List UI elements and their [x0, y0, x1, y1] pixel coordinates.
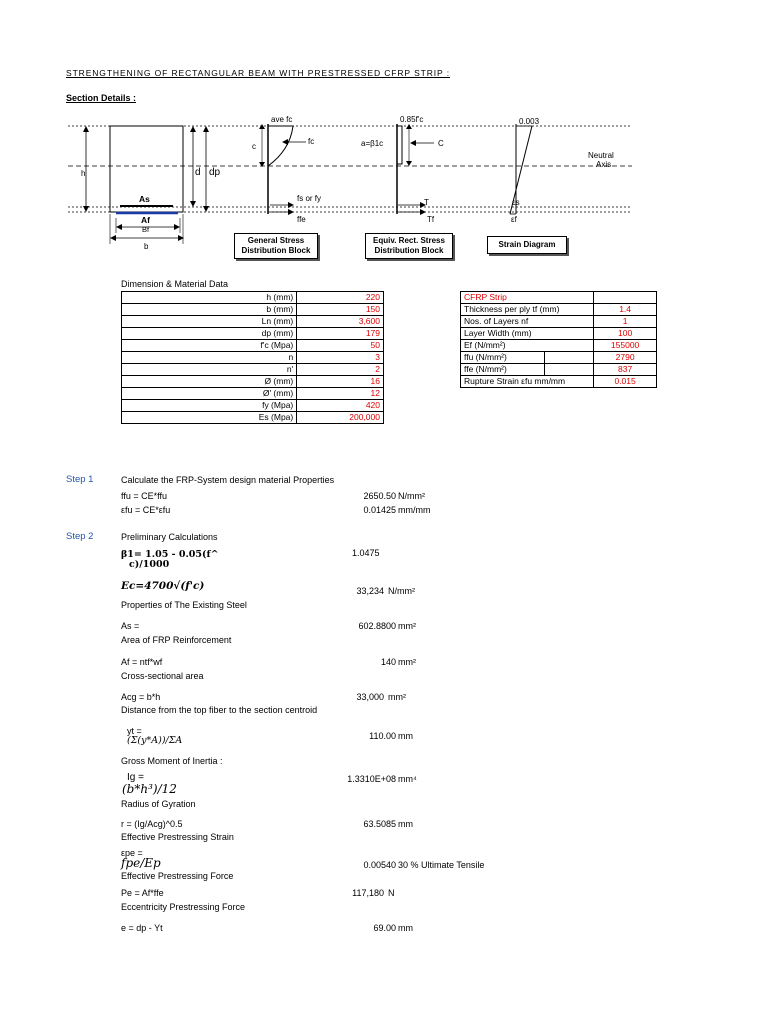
cfrp-row: [461, 328, 657, 340]
acg-unit: mm²: [388, 692, 406, 702]
dimension-table: [121, 291, 384, 424]
cfrp-value[interactable]: 100: [594, 328, 657, 340]
cfrp-value[interactable]: 1.4: [594, 304, 657, 316]
dim-value[interactable]: 3: [297, 352, 384, 364]
axis-label: Axis: [596, 160, 612, 169]
cfrp-label: Nos. of Layers nf: [461, 316, 594, 328]
as-label: As: [139, 194, 150, 204]
ec-value: 33,234: [356, 586, 384, 596]
cfrp-header-empty: [594, 292, 657, 304]
r-unit: mm: [398, 819, 413, 829]
ave-fc-label: ave fc: [271, 115, 293, 124]
cfrp-table: [460, 291, 657, 388]
cfrp-value[interactable]: 1: [594, 316, 657, 328]
dim-label: Ø' (mm): [122, 388, 297, 400]
yt-formula-line2: (Σ(y*A))/ΣA: [127, 735, 183, 746]
dim-label: dp (mm): [122, 328, 297, 340]
dim-row: [122, 364, 384, 376]
beta-formula-line2: c)/1000: [129, 559, 170, 570]
as-formula: As =: [121, 621, 140, 631]
dim-label: h (mm): [122, 292, 297, 304]
dim-value[interactable]: 3,600: [297, 316, 384, 328]
dp-dim-label: dp: [209, 167, 221, 178]
dim-label: Ø (mm): [122, 376, 297, 388]
ef-label: εf: [511, 215, 517, 224]
efu-value: 0.01425: [363, 505, 396, 515]
step2-desc: Preliminary Calculations: [121, 532, 218, 542]
t-label: T: [424, 198, 429, 207]
dim-value[interactable]: 220: [297, 292, 384, 304]
ecc-header: Eccentricity Prestressing Force: [121, 902, 246, 912]
dim-value[interactable]: 12: [297, 388, 384, 400]
yt-formula-line1: yt =: [127, 726, 142, 736]
page-title: STRENGTHENING OF RECTANGULAR BEAM WITH PRESTRESSED CFRP STRIP :: [66, 68, 450, 78]
ffu-unit: N/mm²: [398, 491, 425, 501]
equiv-rect-line2: Distribution Block: [374, 246, 444, 255]
strain-diagram-box: [487, 236, 567, 254]
dim-value[interactable]: 2: [297, 364, 384, 376]
cfrp-label: Rupture Strain εfu mm/mm: [461, 376, 594, 388]
pe-value: 117,180: [352, 888, 384, 898]
cfrp-row: [461, 352, 657, 364]
yt-value: 110.00: [369, 731, 396, 741]
ffu-formula: ffu = CE*ffu: [121, 491, 167, 501]
r-formula: r = (Ig/Acg)^0.5: [121, 819, 183, 829]
eps-header: Effective Prestressing Strain: [121, 832, 234, 842]
cfrp-value[interactable]: 837: [594, 364, 657, 376]
cfrp-row: [461, 364, 657, 376]
step2-label: Step 2: [66, 531, 94, 542]
general-stress-box: [234, 233, 318, 259]
cfrp-value[interactable]: 155000: [594, 340, 657, 352]
ig-formula-line1: Ig =: [127, 772, 144, 783]
c-force-label: C: [438, 139, 444, 148]
cfrp-row: [461, 340, 657, 352]
eps-note: 30 % Ultimate Tensile: [398, 860, 485, 870]
pe-header: Effective Prestressing Force: [121, 871, 234, 881]
dim-label: Es (Mpa): [122, 412, 297, 424]
ig-header: Gross Moment of Inertia :: [121, 756, 223, 766]
c-label: c: [252, 142, 256, 151]
cfrp-empty-cell: [544, 364, 594, 376]
strain-top-label: 0.003: [519, 117, 540, 126]
ig-unit: mm⁴: [398, 774, 417, 784]
dim-row: [122, 376, 384, 388]
dim-label: n': [122, 364, 297, 376]
dim-row: [122, 412, 384, 424]
dim-row: [122, 340, 384, 352]
cfrp-value[interactable]: 0.015: [594, 376, 657, 388]
a-beta-label: a=β1c: [361, 139, 384, 148]
cfrp-label: Ef (N/mm²): [461, 340, 594, 352]
e-formula: e = dp - Yt: [121, 923, 163, 933]
cfrp-label: ffu (N/mm²): [461, 352, 545, 364]
dim-label: fy (Mpa): [122, 400, 297, 412]
dim-table-title: Dimension & Material Data: [121, 279, 229, 289]
efu-unit: mm/mm: [398, 505, 431, 515]
dim-value[interactable]: 420: [297, 400, 384, 412]
cfrp-value[interactable]: 2790: [594, 352, 657, 364]
steel-header: Properties of The Existing Steel: [121, 600, 247, 610]
dim-row: [122, 400, 384, 412]
acg-value: 33,000: [356, 692, 384, 702]
ig-value: 1.3310E+08: [347, 774, 396, 784]
neutral-label: Neutral: [588, 151, 614, 160]
pe-formula: Pe = Af*ffe: [121, 888, 164, 898]
dim-row: [122, 304, 384, 316]
dim-label: Ln (mm): [122, 316, 297, 328]
ec-unit: N/mm²: [388, 586, 415, 596]
cfrp-row: [461, 376, 657, 388]
dim-label: b (mm): [122, 304, 297, 316]
dim-value[interactable]: 150: [297, 304, 384, 316]
yt-header: Distance from the top fiber to the section centroid: [121, 705, 318, 715]
dim-value[interactable]: 50: [297, 340, 384, 352]
dim-row: [122, 328, 384, 340]
fs-or-fy-label: fs or fy: [297, 194, 322, 203]
ig-formula-line2: (b*h³)/12: [122, 782, 177, 796]
equiv-rect-box: [365, 233, 453, 259]
dim-value[interactable]: 16: [297, 376, 384, 388]
h-dim-label: h: [81, 169, 86, 178]
cfrp-label: ffe (N/mm²): [461, 364, 545, 376]
cfrp-empty-cell: [544, 352, 594, 364]
cfrp-row: [461, 316, 657, 328]
ffu-value: 2650.50: [363, 491, 396, 501]
bf-label: Bf: [142, 225, 150, 234]
af-unit: mm²: [398, 657, 416, 667]
tf-label: Tf: [427, 215, 435, 224]
dim-row: [122, 316, 384, 328]
dim-row: [122, 292, 384, 304]
af-value: 140: [380, 657, 396, 667]
frp-header: Area of FRP Reinforcement: [121, 635, 232, 645]
general-stress-line2: Distribution Block: [241, 246, 311, 255]
general-stress-line1: General Stress: [247, 236, 305, 245]
beta-value: 1.0475: [352, 548, 380, 558]
af-formula: Af = ntf*wf: [121, 657, 163, 667]
radius-header: Radius of Gyration: [121, 799, 196, 809]
step1-desc: Calculate the FRP-System design material Properties: [121, 475, 335, 485]
dim-value[interactable]: 200,000: [297, 412, 384, 424]
cfrp-row: [461, 304, 657, 316]
dim-label: f'c (Mpa): [122, 340, 297, 352]
ffe-label: ffe: [297, 215, 306, 224]
e-unit: mm: [398, 923, 413, 933]
equiv-rect-line1: Equiv. Rect. Stress: [373, 236, 445, 245]
cfrp-header: CFRP Strip: [461, 292, 594, 304]
step1-label: Step 1: [66, 474, 94, 485]
af-label: Af: [141, 215, 150, 225]
dim-row: [122, 352, 384, 364]
cfrp-label: Layer Width (mm): [461, 328, 594, 340]
ec-formula: Ec=4700√(f'c): [121, 580, 205, 592]
as-unit: mm²: [398, 621, 416, 631]
efu-formula: εfu = CE*εfu: [121, 505, 171, 515]
e-value: 69.00: [373, 923, 396, 933]
dim-value[interactable]: 179: [297, 328, 384, 340]
cfrp-header-row: [461, 292, 657, 304]
dim-row: [122, 388, 384, 400]
fc-label: fc: [308, 137, 315, 146]
section-details-label: Section Details :: [66, 93, 137, 103]
eps-formula-line1: εpe =: [121, 848, 143, 858]
acg-formula: Acg = b*h: [121, 692, 161, 702]
cfrp-label: Thickness per ply tf (mm): [461, 304, 594, 316]
d-dim-label: d: [195, 167, 201, 178]
r-value: 63.5085: [363, 819, 396, 829]
beta-formula-line1: β1= 1.05 - 0.05(f^: [121, 549, 219, 560]
strain-diagram-label: Strain Diagram: [498, 240, 556, 249]
085fc-label: 0.85f'c: [400, 115, 424, 124]
pe-unit: N: [388, 888, 395, 898]
cross-section-header: Cross-sectional area: [121, 671, 204, 681]
eps-formula-line2: fpe/Ep: [121, 856, 161, 870]
es-label: εs: [512, 198, 520, 207]
eps-value: 0.00540: [363, 860, 396, 870]
dim-label: n: [122, 352, 297, 364]
as-value: 602.8800: [358, 621, 396, 631]
yt-unit: mm: [398, 731, 413, 741]
b-label: b: [144, 242, 149, 251]
